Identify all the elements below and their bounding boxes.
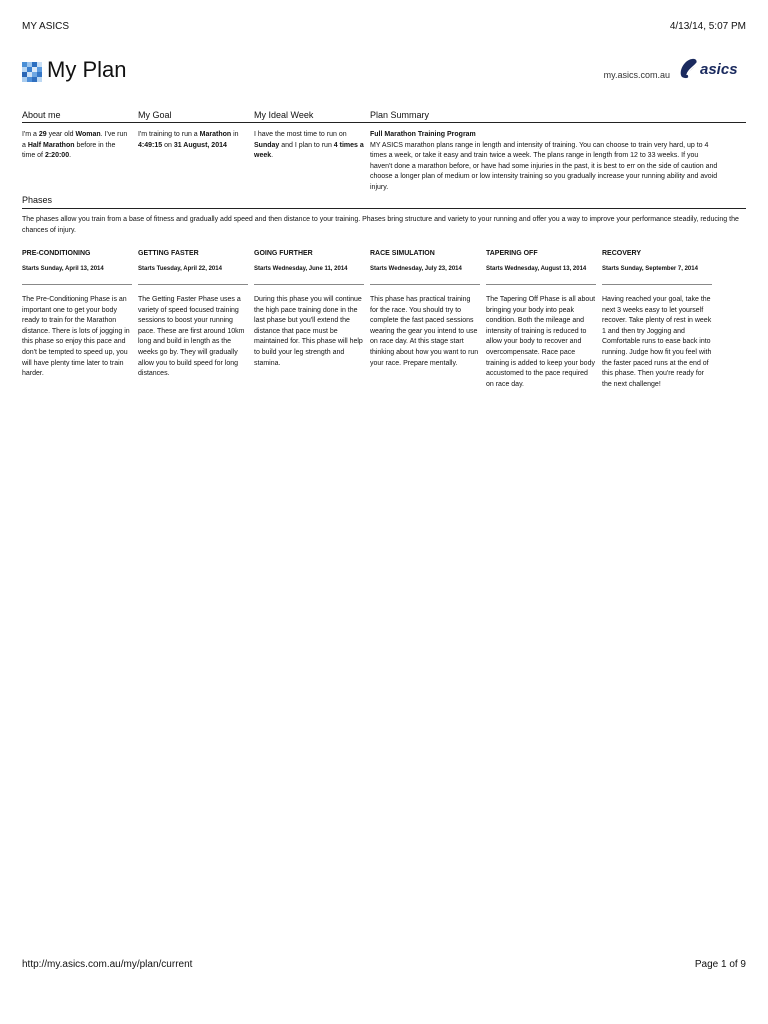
phase-description: The Pre-Conditioning Phase is an important one to get your body ready to train for the Marathon distance. There is lots of jogging in this phase so enjoy this pace and don't be tempted to speed up, you will have plenty time later to train harder.	[22, 296, 130, 378]
phases-divider	[22, 208, 746, 209]
race-time-value: 2:20:00	[44, 152, 70, 160]
goal-race-value: Marathon	[199, 131, 232, 138]
page-number: Page 1 of 9	[694, 959, 746, 970]
phases-intro: The phases allow you train from a base of fitness and gradually add speed and then distance to your training. Phases bring structure and variety to your running and offer you a way to improve your performance steadily, reducing the chances of injury.	[22, 216, 739, 234]
phase-start-date: Starts Wednesday, June 11, 2014	[254, 266, 348, 272]
print-header-title: MY ASICS	[22, 21, 70, 32]
run-frequency-value: 4 times a week	[254, 141, 364, 160]
my-plan-grid-icon	[22, 62, 42, 82]
age-value: 29	[38, 131, 47, 138]
section-divider	[22, 122, 746, 123]
summary-heading: Plan Summary	[370, 110, 430, 120]
phase-start-date: Starts Sunday, April 13, 2014	[22, 266, 104, 272]
week-heading: My Ideal Week	[254, 110, 314, 120]
print-header-datetime: 4/13/14, 5:07 PM	[669, 21, 746, 32]
phase-divider	[22, 284, 132, 285]
goal-time-value: 4:49:15	[138, 141, 163, 149]
phase-divider	[254, 284, 364, 285]
phase-name: GETTING FASTER	[138, 250, 199, 257]
phase-column	[138, 250, 248, 380]
phase-column	[602, 250, 712, 390]
phase-description: Having reached your goal, take the next 3 weeks easy to let yourself recover. Take plenty of rest in week 1 and then try Jogging and Comfortable runs to ease back into running. Judge how fit you feel with the faster paced runs at the end of this phase. Then you're ready for the next challenge!	[602, 296, 712, 388]
program-name: Full Marathon Training Program	[370, 131, 476, 138]
phase-divider	[138, 284, 248, 285]
phase-divider	[370, 284, 480, 285]
phase-description: The Getting Faster Phase uses a variety of speed focused training sessions to boost your running pace. These are first around 10km long and build in length as the weeks go by. They will gradually allow you to build speed for long distances.	[138, 296, 245, 378]
phase-description: This phase has practical training for the race. You should try to complete the fast paced sessions wearing the gear you intend to use on race day. At this stage start thinking about how you want to run your race. Prepare mentally.	[370, 296, 479, 367]
phase-column	[486, 250, 596, 390]
title-bar	[22, 56, 746, 90]
gender-value: Woman	[75, 131, 101, 138]
phase-divider	[602, 284, 712, 285]
phase-name: RACE SIMULATION	[370, 250, 435, 257]
asics-logo-wordmark: asics	[700, 61, 738, 78]
phase-divider	[486, 284, 596, 285]
goal-date-value: 31 August, 2014	[173, 141, 227, 149]
phase-description: During this phase you will continue the high pace training done in the last phase but you'll extend the distance that pace must be maintained for. This phase will help to build your leg strength and stamina.	[254, 296, 363, 367]
print-footer	[22, 959, 746, 973]
goal-heading: My Goal	[138, 110, 172, 120]
page-url[interactable]: http://my.asics.com.au/my/plan/current	[22, 959, 193, 970]
phase-column	[22, 250, 132, 380]
site-url: my.asics.com.au	[603, 70, 670, 80]
about-heading: About me	[22, 110, 61, 120]
phase-description: The Tapering Off Phase is all about bringing your body into peak condition. Both the mileage and intensity of training is reduced to allow your body to recover and overcompensate. Race pace training is added to keep your body accustomed to the pace required on race day.	[486, 296, 596, 388]
phase-name: GOING FURTHER	[254, 250, 313, 257]
race-type-value: Half Marathon	[27, 141, 75, 149]
phase-start-date: Starts Wednesday, July 23, 2014	[370, 266, 462, 272]
page-title: My Plan	[47, 57, 127, 82]
goal-text: I'm training to run a Marathon in 4:49:15 on 31 August, 2014	[138, 131, 239, 149]
phase-start-date: Starts Wednesday, August 13, 2014	[486, 266, 587, 272]
phase-name: PRE-CONDITIONING	[22, 250, 91, 257]
summary-text: Full Marathon Training Program MY ASICS marathon plans range in length and intensity of training. You can choose to train very hard, up to 4 times a week, or take it easy and train twice a week. The plans range in length from 12 to 33 weeks. If you haven't done a marathon before, or have had some injuries in the past, it is best to err on the side of caution and choose a longer plan of medium or low intensity training so you gradually increase your running ability and avoid injury.	[370, 130, 720, 194]
phase-name: RECOVERY	[602, 250, 642, 257]
phase-column	[254, 250, 364, 369]
phase-start-date: Starts Sunday, September 7, 2014	[602, 266, 698, 272]
phase-start-date: Starts Tuesday, April 22, 2014	[138, 266, 222, 272]
about-text: I'm a 29 year old Woman. I've run a Half Marathon before in the time of 2:20:00.	[22, 131, 128, 160]
phase-name: TAPERING OFF	[486, 250, 538, 257]
phases-heading: Phases	[22, 195, 53, 205]
week-text: I have the most time to run on Sunday and I plan to run 4 times a week.	[254, 131, 364, 160]
asics-logo	[678, 56, 746, 82]
print-header	[22, 21, 746, 35]
run-day-value: Sunday	[254, 141, 280, 149]
phase-column	[370, 250, 480, 369]
